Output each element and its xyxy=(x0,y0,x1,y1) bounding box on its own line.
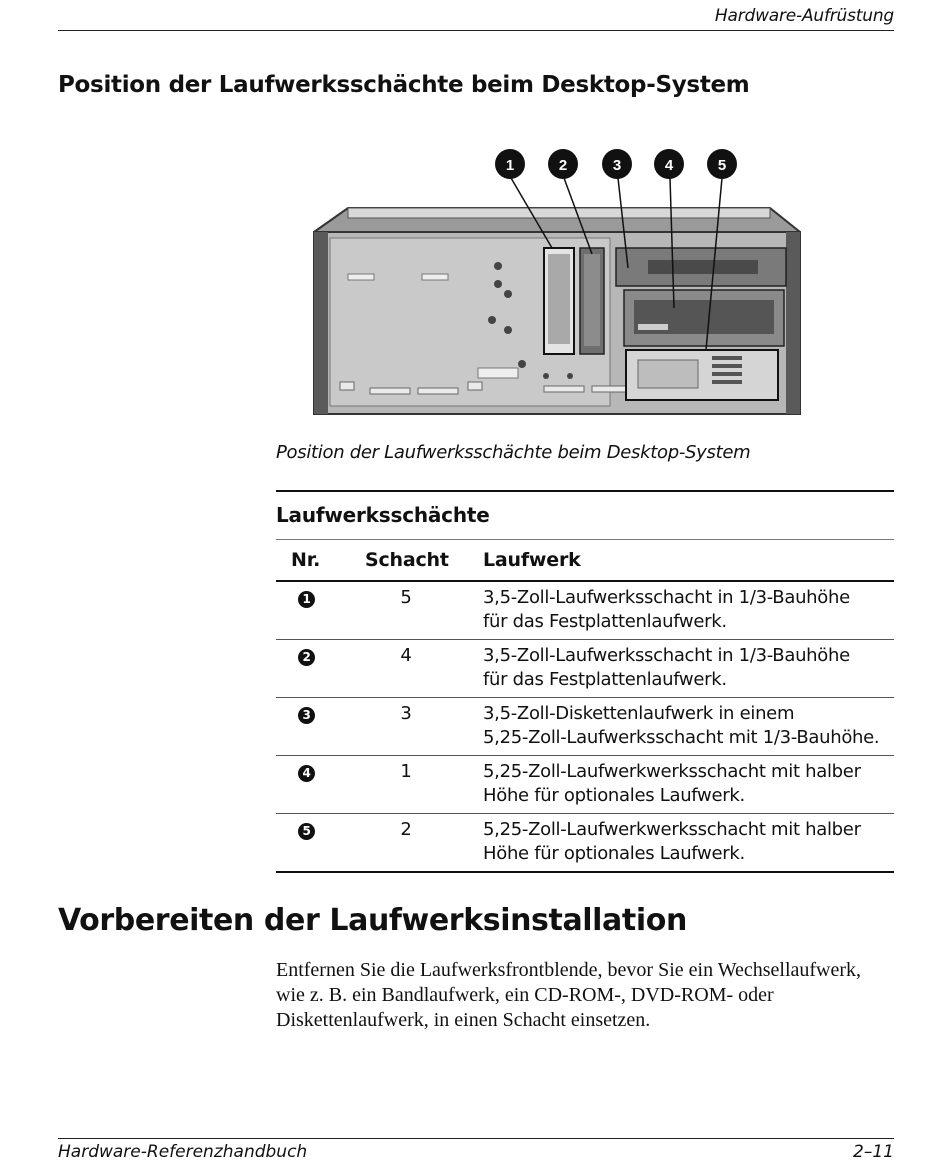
column-header-drive: Laufwerk xyxy=(483,540,894,581)
table-row xyxy=(276,814,894,873)
row-number-cell xyxy=(276,581,359,640)
column-header-nr: Nr. xyxy=(276,540,359,581)
drive-desc-line1: 3,5-Zoll-Laufwerksschacht in 1/3-Bauhöhe xyxy=(483,587,850,608)
drive-desc-line2: für das Festplattenlaufwerk. xyxy=(483,611,727,632)
preparation-heading: Vorbereiten der Laufwerksinstallation xyxy=(58,903,687,938)
svg-text:1: 1 xyxy=(505,157,515,174)
figure-callout-1 xyxy=(495,149,525,179)
running-footer xyxy=(58,1138,894,1166)
table-row xyxy=(276,698,894,756)
row-number-badge: 3 xyxy=(298,707,315,724)
drive-desc-line2: Höhe für optionales Laufwerk. xyxy=(483,843,745,864)
bay-cell: 2 xyxy=(359,814,483,873)
section-title: Position der Laufwerksschächte beim Desktop-System xyxy=(58,72,750,98)
drive-desc-line1: 3,5-Zoll-Laufwerksschacht in 1/3-Bauhöhe xyxy=(483,645,850,666)
svg-text:5: 5 xyxy=(717,157,727,174)
row-number-badge: 4 xyxy=(298,765,315,782)
figure-callout-2 xyxy=(548,149,578,179)
table-row xyxy=(276,581,894,640)
figure-callout-4 xyxy=(654,149,684,179)
table-row xyxy=(276,756,894,814)
bay-cell: 4 xyxy=(359,640,483,698)
drive-desc-line2: 5,25-Zoll-Laufwerksschacht mit 1/3-Bauhöhe. xyxy=(483,727,880,748)
drive-desc-line2: Höhe für optionales Laufwerk. xyxy=(483,785,745,806)
drive-bay-table xyxy=(276,490,894,873)
table-row xyxy=(276,640,894,698)
running-header xyxy=(58,6,894,31)
drive-desc-line1: 3,5-Zoll-Diskettenlaufwerk in einem xyxy=(483,703,795,724)
table-title: Laufwerksschächte xyxy=(276,492,894,540)
row-number-badge: 1 xyxy=(298,591,315,608)
header-section-title: Hardware-Aufrüstung xyxy=(714,6,894,26)
bay-cell: 3 xyxy=(359,698,483,756)
drive-cell xyxy=(483,756,894,814)
drive-desc-line2: für das Festplattenlaufwerk. xyxy=(483,669,727,690)
row-number-cell xyxy=(276,814,359,873)
bay-cell: 5 xyxy=(359,581,483,640)
column-header-bay: Schacht xyxy=(359,540,483,581)
footer-manual-title: Hardware-Referenzhandbuch xyxy=(58,1142,308,1162)
drive-bay-figure xyxy=(308,144,804,420)
svg-text:3: 3 xyxy=(612,157,622,174)
drive-cell xyxy=(483,581,894,640)
drive-table xyxy=(276,540,894,873)
table-header-row xyxy=(276,540,894,581)
row-number-badge: 2 xyxy=(298,649,315,666)
drive-desc-line1: 5,25-Zoll-Laufwerkwerksschacht mit halber xyxy=(483,819,861,840)
svg-text:2: 2 xyxy=(558,157,568,174)
svg-text:4: 4 xyxy=(664,157,674,174)
drive-desc-line1: 5,25-Zoll-Laufwerkwerksschacht mit halber xyxy=(483,761,861,782)
row-number-cell xyxy=(276,698,359,756)
drive-cell xyxy=(483,814,894,873)
row-number-badge: 5 xyxy=(298,823,315,840)
bay-cell: 1 xyxy=(359,756,483,814)
row-number-cell xyxy=(276,756,359,814)
figure-callout-3 xyxy=(602,149,632,179)
figure-callout-5 xyxy=(707,149,737,179)
preparation-paragraph: Entfernen Sie die Laufwerksfrontblende, bevor Sie ein Wechsellaufwerk, wie z. B. ein Bandlaufwerk, ein CD-ROM-, DVD-ROM- oder Diskettenlaufwerk, in einen Schacht einsetzen. xyxy=(276,959,862,1031)
figure-caption: Position der Laufwerksschächte beim Desktop-System xyxy=(276,442,751,463)
drive-cell xyxy=(483,640,894,698)
desktop-chassis-illustration xyxy=(308,144,804,420)
drive-cell xyxy=(483,698,894,756)
row-number-cell xyxy=(276,640,359,698)
page-number: 2–11 xyxy=(853,1142,894,1162)
